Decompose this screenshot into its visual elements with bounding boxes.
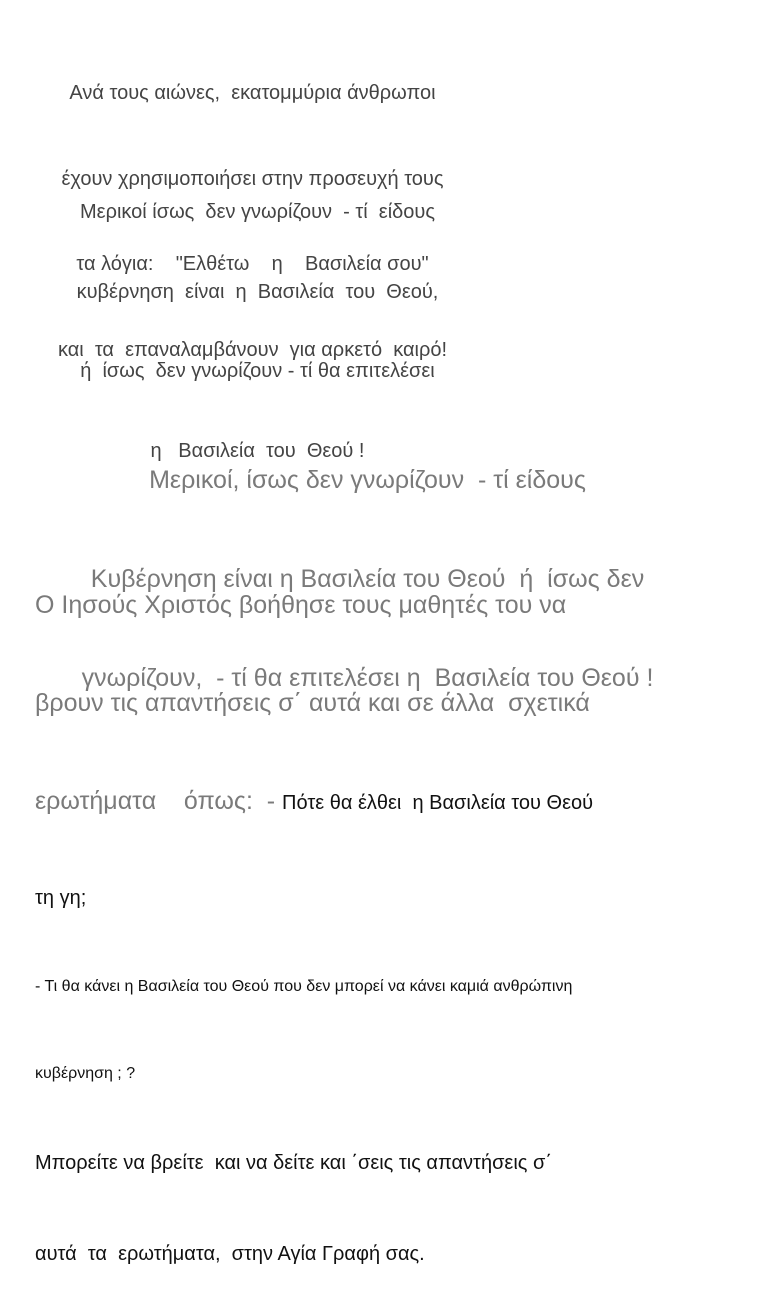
- intro-line-4: και τα επαναλαμβάνουν για αρκετό καιρό!: [57, 338, 448, 361]
- jesus-line-4: τη γη;: [35, 887, 87, 909]
- jesus-line-3: [35, 784, 755, 820]
- jesus-line-6: κυβέρνηση ; ?: [35, 1065, 136, 1082]
- repeat-line-1: Μερικοί, ίσως δεν γνωρίζουν - τί είδους: [149, 466, 586, 494]
- jesus-line-8: αυτά τα ερωτήματα, στην Αγία Γραφή σας.: [35, 1243, 425, 1265]
- repeat-line-3: γνωρίζουν, - τί θα επιτελέσει η Βασιλεία του Θεού !: [81, 664, 654, 692]
- jesus-line-3-gray: ερωτήματα όπως: -: [35, 787, 283, 815]
- jesus-line-7: Μπορείτε να βρείτε και να δείτε και ΄σεις τις απαντήσεις σ΄: [35, 1152, 552, 1174]
- jesus-line-2: βρουν τις απαντήσεις σ΄ αυτά και σε άλλα σχετικά: [35, 688, 590, 717]
- intro-line-2: έχουν χρησιμοποιήσει στην προσευχή τους: [61, 167, 444, 190]
- jesus-line-1: Ο Ιησούς Χριστός βοήθησε τους μαθητές του να: [35, 591, 567, 619]
- question-line-1: Μερικοί ίσως δεν γνωρίζουν - τί είδους: [80, 201, 435, 223]
- jesus-line-5: - Τι θα κάνει η Βασιλεία του Θεού που δεν μπορεί να κάνει καμιά ανθρώπινη: [35, 978, 573, 995]
- intro-line-1: Ανά τους αιώνες, εκατομμύρια άνθρωποι: [69, 82, 436, 104]
- jesus-paragraph: [35, 524, 755, 1300]
- repeat-line-2: Κυβέρνηση είναι η Βασιλεία του Θεού ή ίσως δεν: [90, 565, 645, 593]
- jesus-line-3-dark: Πότε θα έλθει η Βασιλεία του Θεού: [282, 792, 594, 814]
- intro-line-3: τα λόγια: "Ελθέτω η Βασιλεία σου": [76, 253, 429, 275]
- question-line-2: κυβέρνηση είναι η Βασιλεία του Θεού,: [76, 280, 439, 303]
- question-line-3: ή ίσως δεν γνωρίζουν - τί θα επιτελέσει: [80, 360, 435, 382]
- question-line-4: η Βασιλεία του Θεού !: [150, 439, 365, 462]
